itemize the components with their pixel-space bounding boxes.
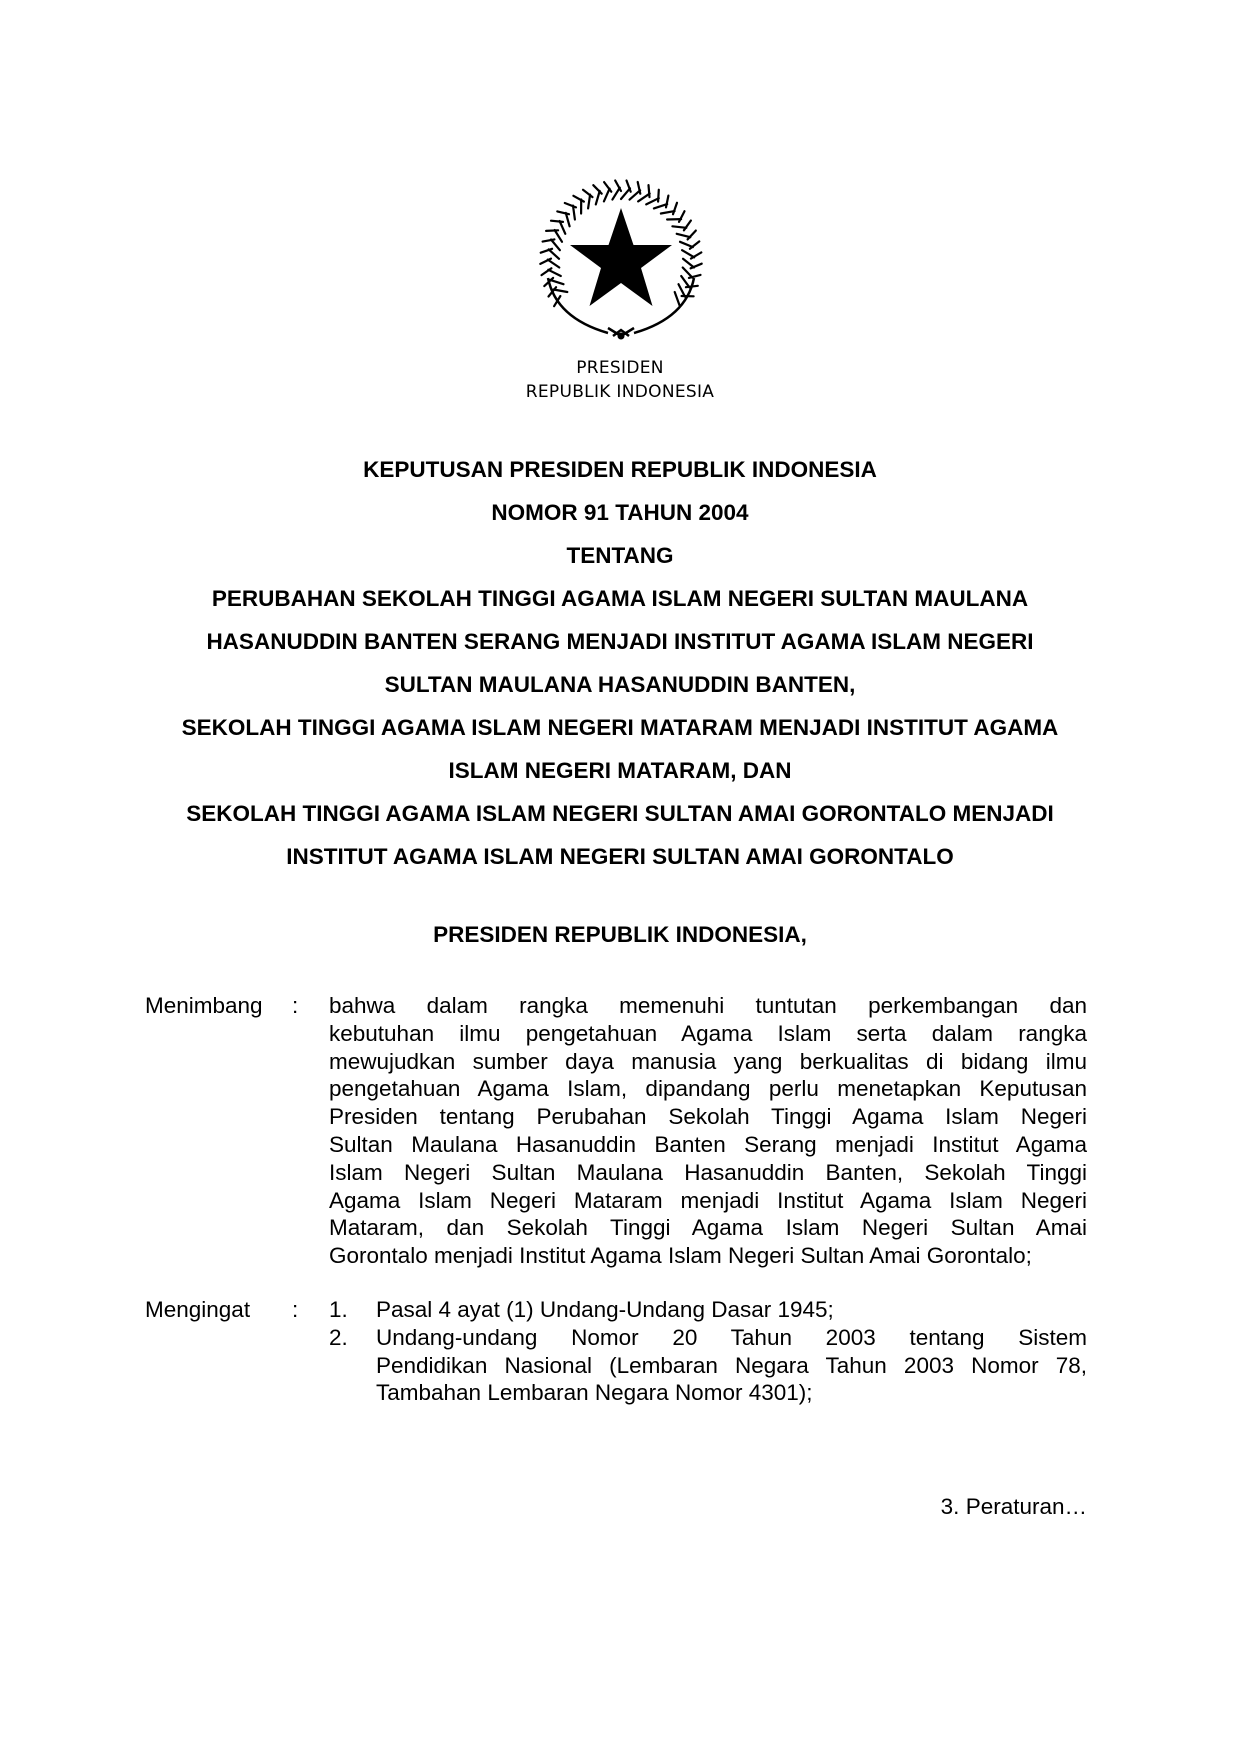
mengingat-list — [329, 1296, 1087, 1407]
presidential-seal-icon — [538, 178, 704, 344]
title-line: TENTANG — [566, 543, 674, 568]
menimbang-colon: : — [292, 993, 299, 1018]
title-line: NOMOR 91 TAHUN 2004 — [491, 500, 749, 525]
paragraph-line: Tambahan Lembaran Negara Nomor 4301); — [376, 1380, 813, 1406]
title-line: SEKOLAH TINGGI AGAMA ISLAM NEGERI MATARAM MENJADI INSTITUT AGAMA — [181, 715, 1059, 740]
mengingat-colon: : — [292, 1297, 299, 1322]
paragraph-line: Presiden tentang Perubahan Sekolah Tinggi Agama Islam Negeri — [329, 1104, 1087, 1130]
mengingat-label: Mengingat — [145, 1297, 251, 1322]
paragraph-line: Undang-undang Nomor 20 Tahun 2003 tentang Sistem — [376, 1324, 1087, 1350]
title-line: INSTITUT AGAMA ISLAM NEGERI SULTAN AMAI GORONTALO — [286, 844, 954, 869]
title-line: SEKOLAH TINGGI AGAMA ISLAM NEGERI SULTAN AMAI GORONTALO MENJADI — [186, 801, 1054, 826]
title-line: HASANUDDIN BANTEN SERANG MENJADI INSTITUT AGAMA ISLAM NEGERI — [206, 629, 1034, 654]
paragraph-line: mewujudkan sumber daya manusia yang berkualitas di bidang ilmu — [329, 1048, 1087, 1074]
seal-caption-president: PRESIDEN — [576, 358, 664, 378]
seal-caption-republic: REPUBLIK INDONESIA — [525, 382, 715, 402]
list-item-number: 2. — [329, 1324, 348, 1350]
paragraph-line: bahwa dalam rangka memenuhi tuntutan perkembangan dan — [329, 993, 1087, 1018]
list-item — [329, 1324, 1087, 1407]
title-line: ISLAM NEGERI MATARAM, DAN — [448, 758, 792, 783]
paragraph-line: Gorontalo menjadi Institut Agama Islam Negeri Sultan Amai Gorontalo; — [329, 1243, 1032, 1269]
paragraph-line: kebutuhan ilmu pengetahuan Agama Islam serta dalam rangka — [329, 1020, 1087, 1046]
next-page-reference: 3. Peraturan… — [940, 1494, 1087, 1519]
menimbang-label: Menimbang — [145, 993, 263, 1018]
paragraph-line: Sultan Maulana Hasanuddin Banten Serang menjadi Institut Agama — [329, 1131, 1087, 1157]
paragraph-line: Islam Negeri Sultan Maulana Hasanuddin Banten, Sekolah Tinggi — [329, 1159, 1087, 1185]
paragraph-line: Pasal 4 ayat (1) Undang-Undang Dasar 1945; — [376, 1297, 834, 1322]
title-line: KEPUTUSAN PRESIDEN REPUBLIK INDONESIA — [363, 457, 877, 482]
paragraph-line: Mataram, dan Sekolah Tinggi Agama Islam Negeri Sultan Amai — [329, 1215, 1087, 1241]
paragraph-line: Agama Islam Negeri Mataram menjadi Institut Agama Islam Negeri — [329, 1187, 1087, 1213]
decree-title — [120, 448, 1120, 878]
menimbang-paragraph — [329, 992, 1087, 1270]
paragraph-line: Pendidikan Nasional (Lembaran Negara Tahun 2003 Nomor 78, — [376, 1352, 1087, 1378]
list-item — [329, 1296, 1087, 1324]
list-item-number: 1. — [329, 1297, 348, 1322]
preamble-heading: PRESIDEN REPUBLIK INDONESIA, — [433, 922, 807, 947]
title-line: PERUBAHAN SEKOLAH TINGGI AGAMA ISLAM NEGERI SULTAN MAULANA — [211, 586, 1029, 611]
paragraph-line: pengetahuan Agama Islam, dipandang perlu menetapkan Keputusan — [329, 1076, 1087, 1102]
title-line: SULTAN MAULANA HASANUDDIN BANTEN, — [384, 672, 856, 697]
